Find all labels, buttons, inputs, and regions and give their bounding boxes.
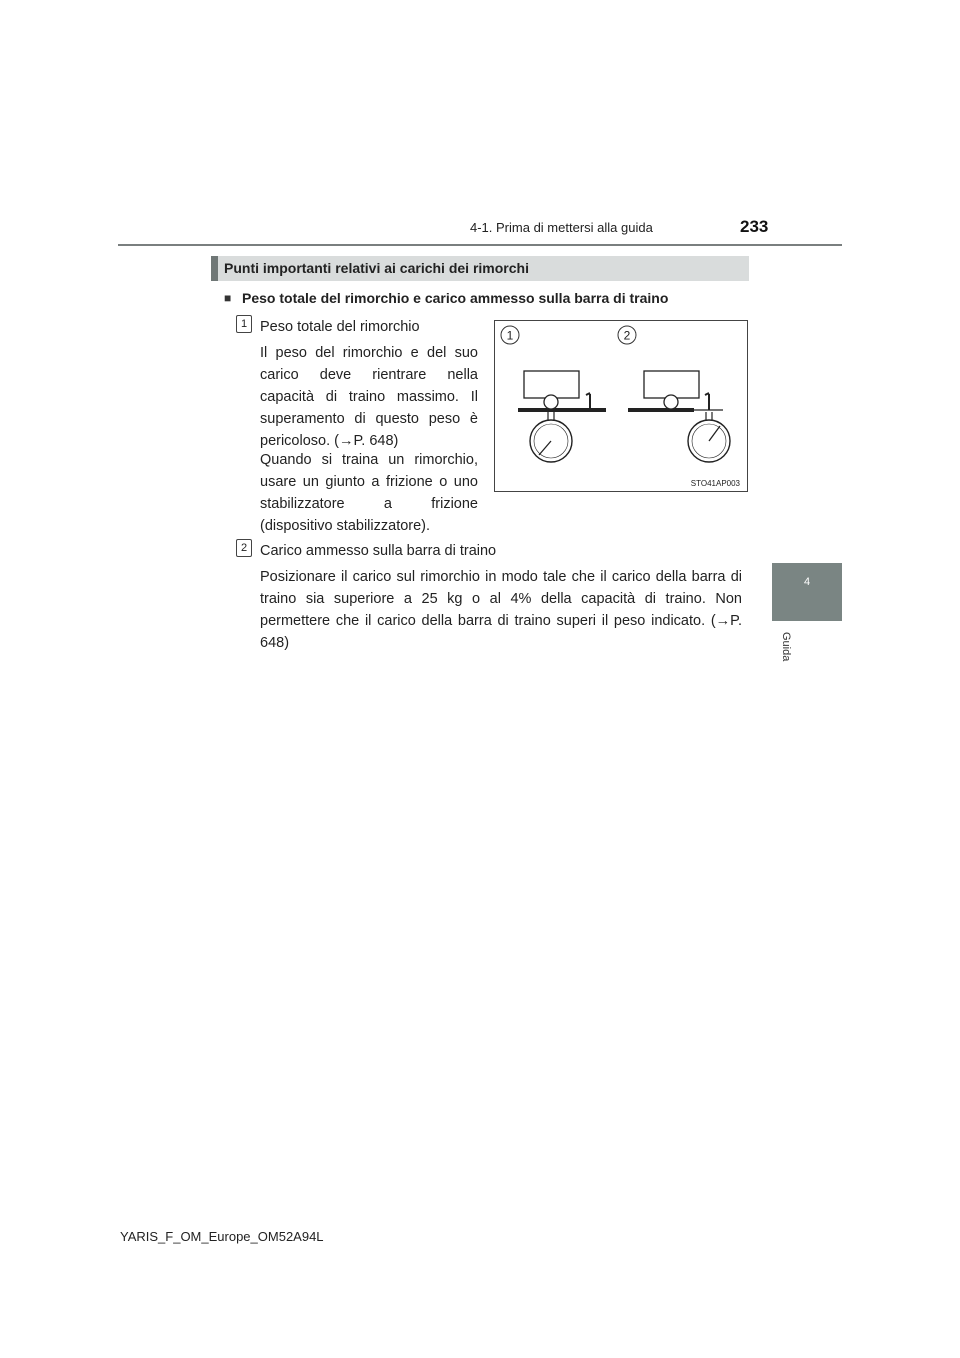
header-section-title: 4-1. Prima di mettersi alla guida — [470, 220, 653, 235]
item-2-paragraph-1: Posizionare il carico sul rimorchio in modo tale che il carico della barra di traino sia superiore a 25 kg o al 4% della capacità di traino. Non permettere che il carico della barra di traino superi il peso indicato. (→P. 648) — [260, 569, 742, 651]
figure-callout-2 — [618, 326, 636, 344]
chapter-tab — [772, 563, 842, 621]
subsection-bullet: ■ — [224, 291, 232, 305]
trailer-tongue-load-drawing — [628, 371, 730, 462]
footer-document-code: YARIS_F_OM_Europe_OM52A94L — [120, 1229, 324, 1244]
subsection-title: Peso totale del rimorchio e carico ammesso sulla barra di traino — [242, 290, 669, 306]
header-rule — [118, 244, 842, 246]
trailer-gross-weight-drawing — [518, 371, 606, 462]
item-marker-1: 1 — [236, 315, 252, 333]
trailer-load-illustration — [494, 320, 748, 492]
item-1-paragraph-1: Il peso del rimorchio e del suo carico deve rientrare nella capacità di traino massimo. Il superamento di questo peso è pericoloso. (→P. 648) — [260, 345, 478, 449]
svg-text:2: 2 — [623, 328, 631, 343]
chapter-tab-number: 4 — [803, 576, 811, 588]
item-1-paragraph-2: Quando si traina un rimorchio, usare un giunto a frizione o uno stabilizzatore a frizione (dispositivo stabilizzatore). — [260, 452, 478, 534]
page-number: 233 — [740, 217, 769, 236]
item-1-heading: Peso totale del rimorchio — [260, 319, 420, 335]
chapter-tab-label: Guida — [780, 632, 792, 662]
figure-code: STO41AP003 — [690, 479, 740, 488]
figure-callout-1 — [501, 326, 519, 344]
svg-text:1: 1 — [506, 328, 514, 343]
section-title: Punti importanti relativi ai carichi dei rimorchi — [224, 260, 529, 276]
item-2-heading: Carico ammesso sulla barra di traino — [260, 543, 497, 559]
section-banner-accent — [211, 256, 218, 281]
item-marker-2: 2 — [236, 539, 252, 557]
